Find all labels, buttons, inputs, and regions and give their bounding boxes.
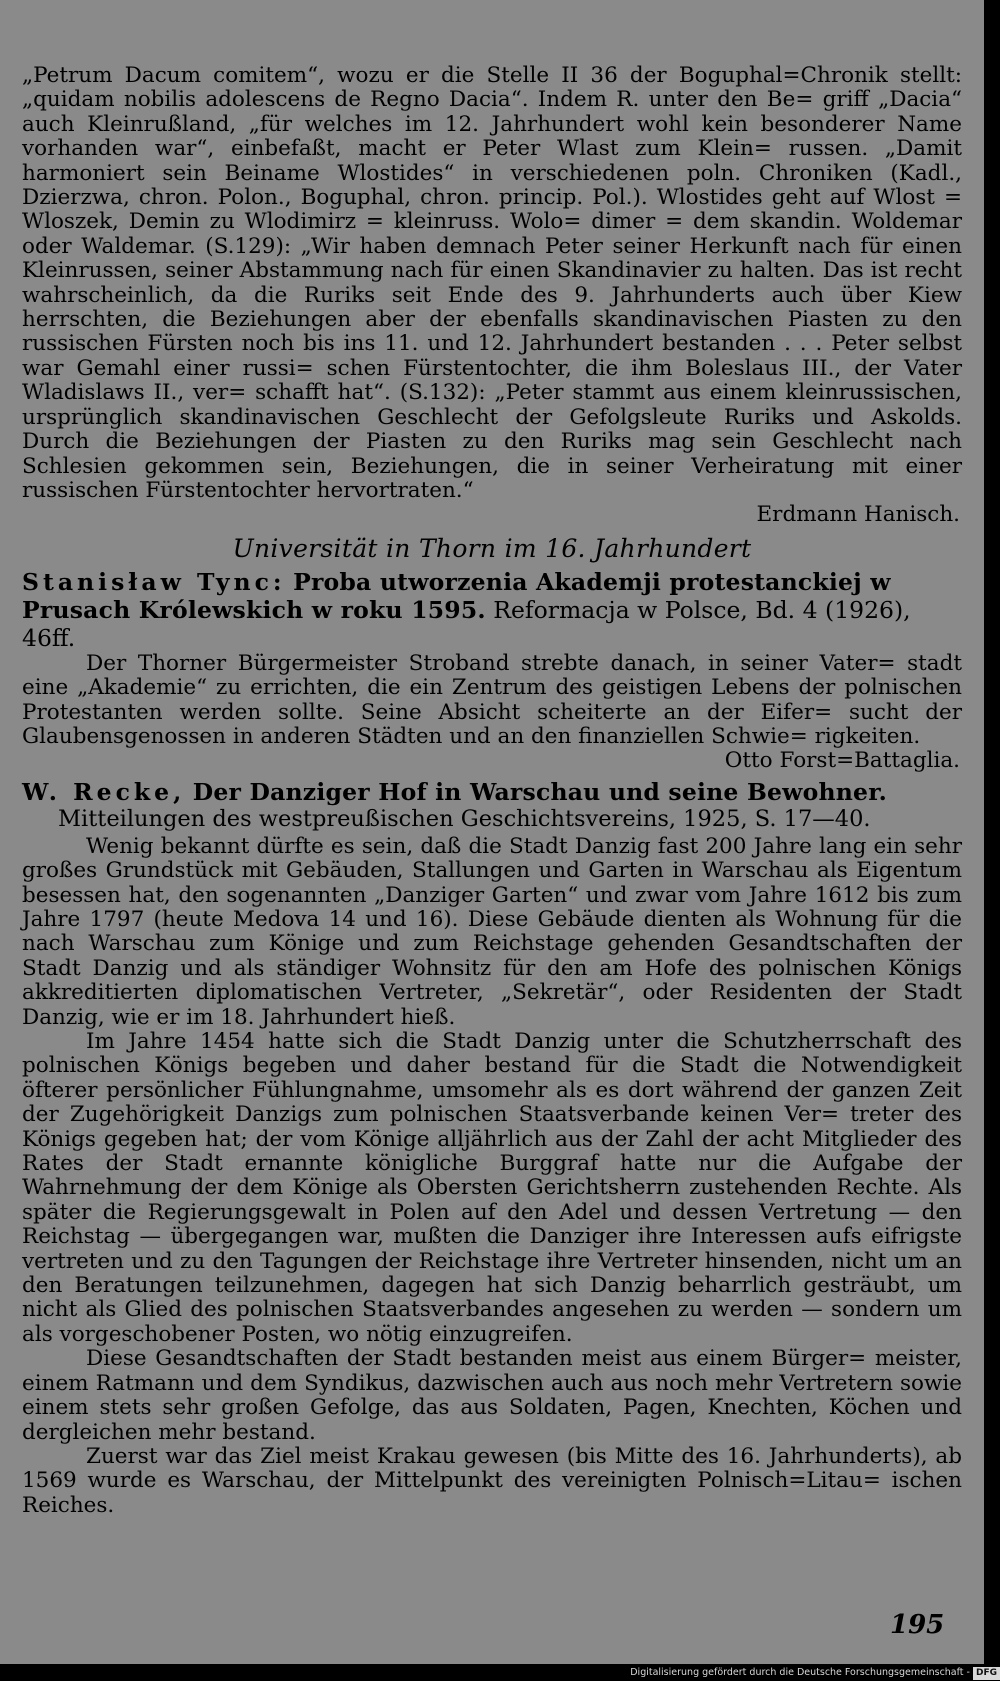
hanisch-review-text: „Petrum Dacum comitem“, wozu er die Stelle II 36 der Boguphal=Chronik stellt: „quidam nobilis adolescens de Regno Dacia“. Indem R. unter den Be= griff „Dacia“ auch Kleinrußland, „für welches im 12. Jahrhundert wohl kein besonderer Name vorhanden war“, einbefaßt, macht er Peter Wlast zum Klein= russen. „Damit harmoniert sein Beiname Wlostides“ in verschiedenen poln. Chroniken (Kadl., Dzierzwa, chron. Polon., Boguphal, chron. princip. Pol.). Wlostides geht auf Wlost = Wloszek, Demin zu Wlodimirz = kleinruss. Wolo= dimer = dem skandin. Woldemar oder Waldemar. (S.129): „Wir haben demnach Peter seiner Herkunft nach für einen Kleinrussen, seiner Abstammung nach für einen Skandinavier zu halten. Das ist recht wahrscheinlich, da die Ruriks seit Ende des 9. Jahrhunderts auch über Kiew herrschten, die Beziehungen aber der ebenfalls skandinavischen Piasten zu den russischen Fürsten noch bis ins 11. und 12. Jahrhundert bestanden . . . Peter selbst war Gemahl einer russi= schen Fürstentochter, die ihm Boleslaus III., der Vater Wladislaws II., ver= schafft hat“. (S.132): „Peter stammt aus einem kleinrussischen, ursprünglich skandinavischen Geschlecht der Gefolgsleute Ruriks und Askolds. Durch die Beziehungen der Piasten zu den Ruriks mag sein Geschlecht nach Schlesien gekommen sein, Beziehungen, die in seiner Verheiratung mit einer russischen Fürstentochter hervortraten.“ — [22, 63, 962, 503]
page-number: 195 — [890, 1610, 945, 1640]
footer-text: Digitalisierung gefördert durch die Deutsche Forschungsgemeinschaft - — [630, 1667, 970, 1678]
page-text — [22, 64, 962, 1518]
hanisch-signature: Erdmann Hanisch. — [756, 502, 960, 528]
recke-title: Der Danziger Hof in Warschau und seine Bewohner. — [192, 777, 887, 806]
recke-paragraph: Im Jahre 1454 hatte sich die Stadt Danzig unter die Schutzherrschaft des polnischen Königs begeben und daher bestand für die Stadt die Notwendigkeit öfterer persönlicher Fühlungnahme, umsomehr als es dort während der ganzen Zeit der Zugehörigkeit Danzigs zum polnischen Staatsverbande keinen Ver= treter des Königs gegeben hat; der vom Könige alljährlich aus der Zahl der acht Mitglieder des Rates der Stadt ernannte königliche Burggraf hatte nur die Aufgabe der Wahrnehmung der dem Könige als Obersten Gerichtsherrn zustehenden Rechte. Als später die Regierungsgewalt in Polen auf den Adel und dessen Vertretung — den Reichstag — übergegangen war, mußten die Danziger ihre Interessen aufs eifrigste vertreten und zu den Tagungen der Reichstage ihre Vertreter hinsenden, nicht um an den Beratungen teilzunehmen, dagegen hat sich Danzig beharrlich gesträubt, um nicht als Glied des polnischen Staatsverbandes angesehen zu werden — sondern um als vorgeschobener Posten, wo nötig einzugreifen. — [22, 1029, 962, 1347]
tync-review-text: Der Thorner Bürgermeister Stroband strebte danach, in seiner Vater= stadt eine „Akademie“ zu errichten, die ein Zentrum des geistigen Lebens der polnischen Protestanten werden sollte. Seine Absicht scheiterte an der Eifer= sucht der Glaubensgenossen in anderen Städten und an den finanziellen Schwie= rigkeiten. — [22, 650, 962, 749]
tync-author: Stanisław Tync: — [22, 567, 286, 596]
recke-author: W. Recke, — [22, 777, 186, 806]
tync-signature: Otto Forst=Battaglia. — [724, 748, 960, 774]
recke-source: Mitteilungen des westpreußischen Geschichtsvereins, 1925, S. 17—40. — [58, 805, 871, 832]
tync-title: Proba utworzenia Akademji protestanckiej w Prusach Królewskich w roku 1595. — [22, 567, 891, 624]
recke-reference — [22, 778, 962, 806]
section-heading: Universität in Thorn im 16. Jahrhundert — [232, 533, 752, 563]
recke-paragraph: Diese Gesandtschaften der Stadt bestanden meist aus einem Bürger= meister, einem Ratmann und dem Syndikus, dazwischen auch aus noch mehr Vertretern sowie einem stets sehr großen Gefolge, das aus Soldaten, Pagen, Knechten, Köchen und dergleichen mehr bestand. — [22, 1346, 962, 1445]
recke-paragraph: Wenig bekannt dürfte es sein, daß die Stadt Danzig fast 200 Jahre lang ein sehr großes Grundstück mit Gebäuden, Stallungen und Garten in Warschau als Eigentum besessen hat, den sogenannten „Danziger Garten“ und zwar vom Jahre 1612 bis zum Jahre 1797 (heute Medova 14 und 16). Diese Gebäude dienten als Wohnung für die nach Warschau zum Könige und zum Reichstage gehenden Gesandtschaften der Stadt Danzig und als ständiger Wohnsitz für den am Hofe des polnischen Königs akkreditierten diplomatischen Vertreter, „Sekretär“, oder Residenten der Stadt Danzig, wie er im 18. Jahrhundert hieß. — [22, 833, 962, 1030]
tync-source: Reformacja w Polsce, Bd. 4 (1926), 46ff. — [22, 595, 911, 652]
dfg-logo: DFG — [973, 1667, 1000, 1680]
digitization-footer — [590, 1664, 1000, 1681]
recke-paragraph: Zuerst war das Ziel meist Krakau gewesen (bis Mitte des 16. Jahrhunderts), ab 1569 wurde es Warschau, der Mittelpunkt des vereinigten Polnisch=Litau= ischen Reiches. — [22, 1443, 962, 1518]
tync-reference — [22, 568, 962, 652]
